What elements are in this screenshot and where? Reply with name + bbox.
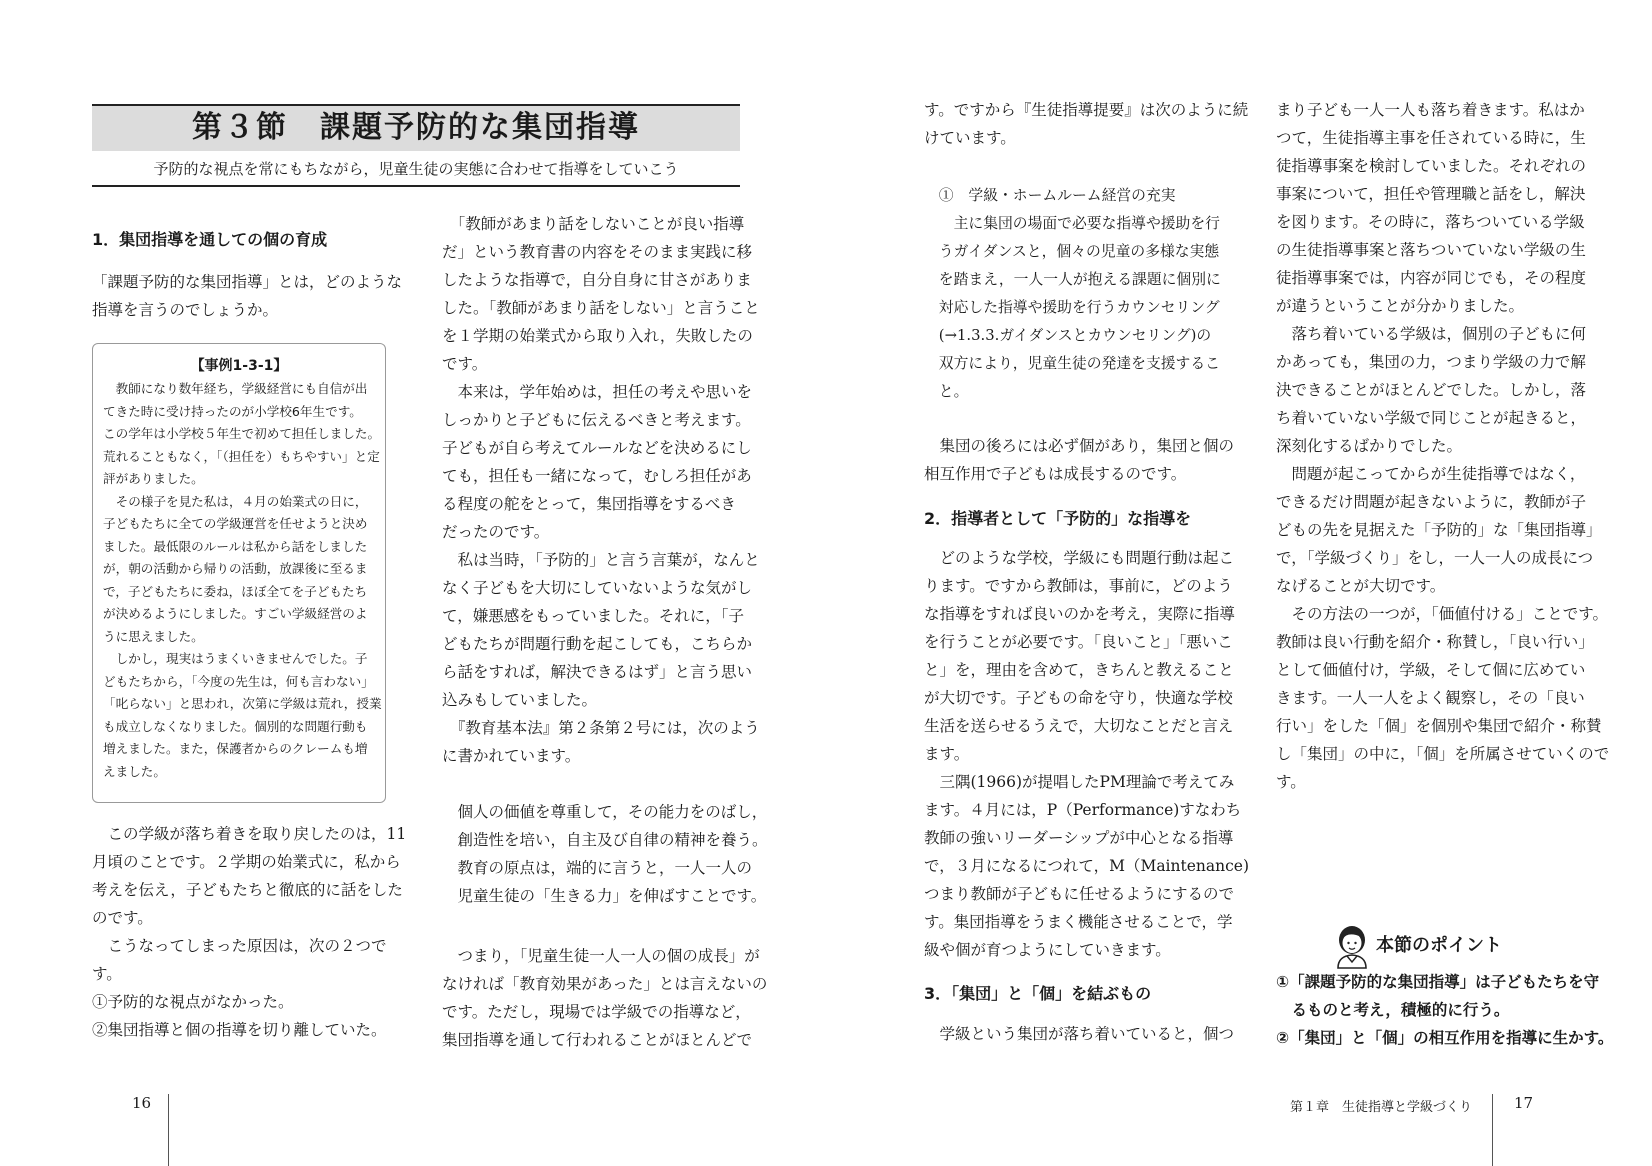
text-line: ります。ですから教師は，事前に，どのよう [924,577,1233,595]
case-line: てきた時に受け持ったのが小学校6年生です。 [103,403,362,419]
col3-mid [924,432,1234,488]
text-line: 私は当時，「予防的」と言う言葉が，なんと [442,551,760,569]
quote-line: うガイダンスと，個々の児童の多様な実態 [924,243,1220,260]
text-line: 「課題予防的な集団指導」とは，どのような [92,273,403,291]
col2-after-quote [442,942,767,1054]
text-line: 子どもが自ら考えてルールなどを決めるにし [442,439,752,457]
text-line: つまり，「児童生徒一人一人の個の成長」が [442,947,760,965]
text-line: 教師は良い行動を紹介・称賛し，「良い行い」 [1276,633,1594,651]
case-line: うに思えました。 [103,628,204,644]
text-line: 事案について，担任や管理職と話をし，解決 [1276,185,1586,203]
text-line: なく子どもを大切にしていないような気がし [442,579,753,597]
text-line: て，嫌悪感をもっていました。それに，「子 [442,607,744,625]
page-number-right: 17 [1514,1094,1534,1112]
text-line: として価値付け，学級，そして個に広めてい [1276,661,1586,679]
case-line: 「叱らない」と思われ，次第に学級は荒れ，授業 [103,696,382,711]
text-line: 生活を送らせるうえで，大切なことだと言え [924,717,1234,735]
text-line: なければ「教育効果があった」とは言えないの [442,975,768,993]
text-line: す。集団指導をうまく機能させることで，学 [924,913,1233,931]
quote-line: 双方により，児童生徒の発達を支援するこ [924,355,1220,372]
text-line: こうなってしまった原因は，次の２つで [92,937,387,955]
text-line: 徒指導事案を検討していました。それぞれの [1276,157,1587,175]
quote-line: 児童生徒の「生きる力」を伸ばすことです。 [442,887,767,905]
text-line: した。「教師があまり話をしない」と言うこと [442,299,760,317]
case-line: その様子を見た私は，４月の始業式の日に， [103,493,368,509]
col2-body [442,210,760,770]
case-title: 【事例1-3-1】 [190,358,288,374]
text-line: ます。 [924,745,970,763]
case-line: も成立しなくなりました。個別的な問題行動も [103,718,368,734]
text-line: 込みもしていました。 [442,691,598,709]
running-head: 第１章 生徒指導と学級づくり [1290,1100,1473,1115]
text-line: 指導を言うのでしょうか。 [92,301,279,319]
text-line: しっかりと子どもに伝えるべきと考えます。 [442,411,751,429]
text-line: 相互作用で子どもは成長するのです。 [924,465,1187,483]
quote-line: ① 学級・ホームルーム経営の充実 [924,187,1176,204]
quote-line: を踏まえ，一人一人が抱える課題に個別に [924,271,1221,288]
text-line: その方法の一つが，「価値付ける」ことです。 [1276,605,1609,623]
case-line: が，朝の活動から帰りの活動，放課後に至るま [103,561,368,576]
quote-line: 個人の価値を尊重して，その能力をのばし， [442,803,768,821]
text-line: 級や個が育つようにしていきます。 [924,941,1171,959]
text-line: ても，担任も一緒になって，むしろ担任があ [442,467,752,485]
law-quote [442,798,768,910]
point-item: るものと考え，積極的に行う。 [1276,1001,1510,1019]
text-line: す。 [92,965,122,983]
text-line: だったのです。 [442,523,550,541]
case-line: 教師になり数年経ち，学級経営にも自信が出 [103,381,368,396]
text-line: を１学期の始業式から取り入れ，失敗したの [442,327,753,345]
text-line: 徒指導事案では，内容が同じでも，その程度 [1276,269,1587,287]
text-line: この学級が落ち着きを取り戻したのは，11 [92,825,407,843]
text-line: が大切です。子どもの命を守り，快適な学校 [924,689,1233,707]
text-line: 月頃のことです。２学期の始業式に，私から [92,853,401,871]
case-line: 子どもたちに全ての学級運営を任せようと決め [103,516,368,531]
text-line: 「教師があまり話をしないことが良い指導 [442,215,745,233]
point-item: ①「課題予防的な集団指導」は子どもたちを守 [1276,973,1600,991]
case-line: えました。 [103,763,166,779]
case-line: ました。最低限のルールは私から話をしました [103,538,368,554]
text-line: で，３月になるにつれて，M（Maintenance) [924,857,1250,875]
page-rule-right [1492,1094,1493,1166]
text-line: と」を，理由を含めて，きちんと教えること [924,661,1234,679]
text-line: 『教育基本法』第２条第２号には，次のよう [442,719,760,737]
text-line: 深刻化するばかりでした。 [1276,437,1463,455]
case-line: どもたちから，「今度の先生は，何も言わない」 [103,673,374,689]
text-line: 決できることがほとんどでした。しかし，落 [1276,381,1587,399]
text-line: どもたちが問題行動を起こしても，こちらか [442,635,753,653]
case-line: で，子どもたちに委ね，ほぼ全てを子どもたち [103,583,368,599]
heading-1: 1．集団指導を通しての個の育成 [92,230,328,249]
text-line: きます。一人一人をよく観察し，その「良い [1276,689,1585,707]
text-line: す。 [1276,773,1306,791]
heading-3: 3．「集団」と「個」を結ぶもの [924,984,1152,1003]
text-line: ら話をすれば，解決できるはず」と言う思い [442,663,753,681]
text-line: ②集団指導と個の指導を切り離していた。 [92,1021,387,1039]
text-line: し「集団」の中に，「個」を所属させていくので [1276,745,1610,763]
text-line: だ」という教育書の内容をそのまま実践に移 [442,243,753,261]
text-line: 教師の強いリーダーシップが中心となる指導 [924,829,1234,847]
quote-line: 対応した指導や援助を行うカウンセリング [924,299,1220,316]
guideline-quote [924,182,1221,406]
text-line: です。ただし，現場では学級での指導など， [442,1003,751,1021]
teacher-avatar-icon [1330,922,1374,970]
text-line: ます。４月には，P（Performance)すなわち [924,801,1242,819]
text-line: どもの先を見据えた「予防的」な「集団指導」 [1276,521,1602,539]
quote-line: 創造性を培い，自主及び自律の精神を養う。 [442,831,768,849]
text-line: を行うことが必要です。「良いこと」「悪いこ [924,633,1233,651]
case-line: この学年は小学校５年生で初めて担任しました。 [103,426,381,441]
col3-top [924,96,1248,152]
case-line: 評がありました。 [103,471,204,486]
text-line: のです。 [92,909,153,927]
text-line: です。 [442,355,488,373]
text-line: る程度の舵をとって，集団指導をするべき [442,495,736,513]
page-number-left: 16 [132,1094,152,1112]
points-list [1276,968,1613,1052]
text-line: を図ります。その時に，落ちついている学級 [1276,213,1585,231]
text-line: 集団指導を通して行われることがほとんどで [442,1031,753,1049]
text-line: つて，生徒指導主事を任されている時に，生 [1276,129,1586,147]
section-subtitle: 予防的な視点を常にもちながら，児童生徒の実態に合わせて指導をしていこう [92,151,740,187]
text-line: 落ち着いている学級は，個別の子どもに何 [1276,325,1587,343]
quote-line: 主に集団の場面で必要な指導や援助を行 [924,215,1220,232]
quote-line: (→1.3.3.ガイダンスとカウンセリング)の [924,327,1212,344]
col3-end [924,1020,1234,1048]
text-line: ①予防的な視点がなかった。 [92,993,294,1011]
text-line: 考えを伝え，子どもたちと徹底的に話をした [92,881,403,899]
point-item: ②「集団」と「個」の相互作用を指導に生かす。 [1276,1029,1614,1047]
text-line: 行い」をした「個」を個別や集団で紹介・称賛 [1276,717,1602,735]
heading-2: 2．指導者として「予防的」な指導を [924,509,1192,528]
text-line: ち着いていない学級で同じことが起きると， [1276,409,1587,427]
points-title: 本節のポイント [1376,935,1502,956]
text-line: の生徒指導事案と落ちついていない学級の生 [1276,241,1586,259]
col1-after-case [92,820,406,1044]
page-rule-left [168,1094,169,1166]
text-line: な指導をすれば良いのかを考え，実際に指導 [924,605,1235,623]
text-line: なげることが大切です。 [1276,577,1446,595]
text-line: かあっても，集団の力，つまり学級の力で解 [1276,353,1586,371]
text-line: 問題が起こってからが生徒指導ではなく， [1276,465,1586,483]
text-line: 集団の後ろには必ず個があり，集団と個の [924,437,1235,455]
case-line: しかし，現実はうまくいきませんでした。子 [103,651,368,666]
text-line: 本来は，学年始めは，担任の考えや思いを [442,383,753,401]
text-line: に書かれています。 [442,747,581,765]
text-line: 三隅(1966)が提唱したPM理論で考えてみ [924,773,1235,791]
text-line: が違うということが分かりました。 [1276,297,1525,315]
text-line: まり子ども一人一人も落ち着きます。私はか [1276,101,1585,119]
case-line: 荒れることもなく，「（担任を）もちやすい」と定 [103,448,380,464]
text-line: す。ですから『生徒指導提要』は次のように続 [924,101,1249,119]
case-line: 増えました。また，保護者からのクレームも増 [103,741,368,756]
text-line: したような指導で，自分自身に甘さがありま [442,271,752,289]
text-line: つまり教師が子どもに任せるようにするので [924,885,1235,903]
case-line: が決めるようにしました。すごい学級経営のよ [103,606,368,621]
quote-line: 教育の原点は，端的に言うと，一人一人の [442,859,753,877]
col1-intro [92,268,402,324]
col4-body [1276,96,1609,796]
section-title: 第３節 課題予防的な集団指導 [92,104,740,151]
text-line: できるだけ問題が起きないように，教師が子 [1276,493,1587,511]
col3-body [924,544,1249,964]
text-line: どのような学校，学級にも問題行動は起こ [924,549,1235,567]
quote-line: と。 [924,383,969,400]
text-line: で，「学級づくり」をし，一人一人の成長につ [1276,549,1594,567]
text-line: けています。 [924,129,1016,147]
case-study-box [92,343,386,803]
text-line: 学級という集団が落ち着いていると，個つ [924,1025,1235,1043]
